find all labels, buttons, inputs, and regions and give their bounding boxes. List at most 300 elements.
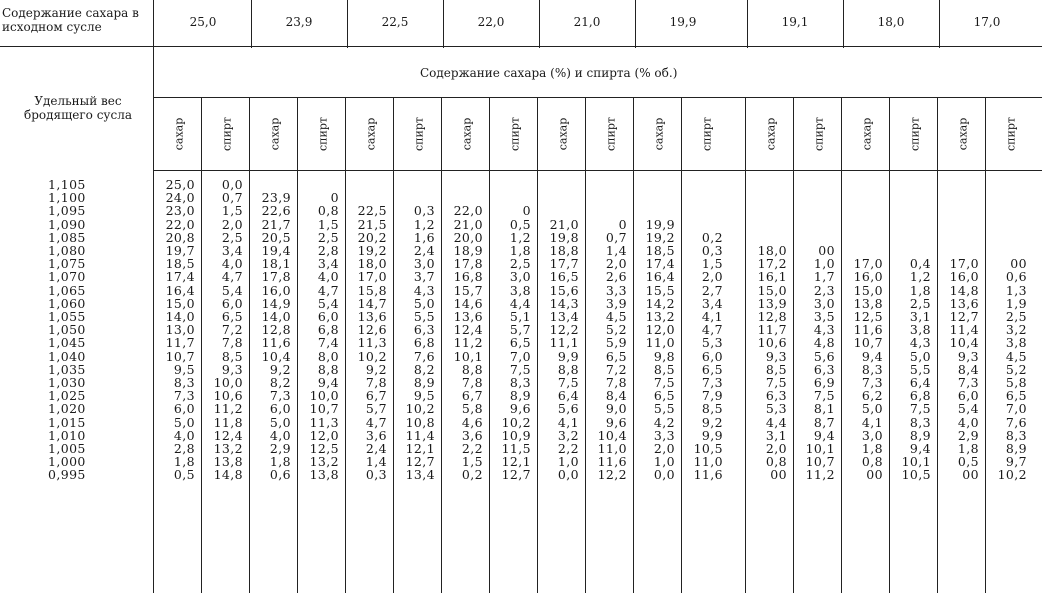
alcohol-cell: 4,8 bbox=[813, 335, 835, 351]
alcohol-cell: 9,6 bbox=[605, 414, 627, 430]
alcohol-column-header bbox=[216, 104, 238, 164]
alcohol-cell: 2,5 bbox=[1005, 309, 1027, 324]
sugar-column-header bbox=[648, 104, 670, 164]
sugar-cell: 13,6 bbox=[453, 309, 483, 324]
sugar-cell: 0,2 bbox=[461, 467, 483, 483]
alcohol-cell: 10,4 bbox=[597, 427, 627, 443]
alcohol-cell: 8,1 bbox=[813, 401, 835, 417]
sugar-cell: 1,8 bbox=[957, 441, 979, 456]
specific-gravity-cell: 1,030 bbox=[48, 375, 86, 390]
alcohol-column-header bbox=[408, 104, 430, 164]
sugar-cell: 25,0 bbox=[165, 177, 195, 192]
header-text: спирт bbox=[508, 117, 522, 151]
sugar-column-header bbox=[552, 104, 574, 164]
sugar-cell: 6,2 bbox=[861, 388, 883, 404]
header-text: спирт bbox=[812, 117, 826, 151]
alcohol-cell: 4,0 bbox=[317, 269, 339, 285]
sugar-cell: 8,2 bbox=[269, 375, 291, 390]
sugar-cell: 14,0 bbox=[165, 309, 195, 324]
grid-column-border bbox=[985, 98, 986, 593]
sugar-cell: 11,6 bbox=[261, 335, 291, 351]
sugar-cell: 21,7 bbox=[261, 216, 291, 232]
sugar-cell: 18,8 bbox=[549, 243, 579, 258]
alcohol-cell: 0,5 bbox=[509, 216, 531, 232]
sugar-cell: 4,1 bbox=[557, 414, 579, 430]
alcohol-cell: 7,9 bbox=[701, 388, 723, 404]
column-border bbox=[251, 0, 252, 48]
sugar-cell: 6,0 bbox=[269, 401, 291, 417]
sugar-cell: 4,0 bbox=[173, 427, 195, 443]
grid-column-border bbox=[841, 98, 842, 593]
alcohol-cell: 1,2 bbox=[909, 269, 931, 285]
sugar-cell: 3,3 bbox=[653, 427, 675, 443]
sugar-cell: 4,6 bbox=[461, 414, 483, 430]
alcohol-cell: 0 bbox=[522, 203, 531, 219]
alcohol-cell: 8,2 bbox=[413, 361, 435, 377]
column-border bbox=[635, 0, 636, 48]
initial-sugar-value: 22,5 bbox=[381, 15, 409, 29]
sugar-cell: 5,8 bbox=[461, 401, 483, 417]
alcohol-cell: 6,4 bbox=[909, 375, 931, 390]
alcohol-column-header bbox=[696, 104, 718, 164]
alcohol-cell: 8,9 bbox=[1005, 441, 1027, 456]
sugar-cell: 5,0 bbox=[861, 401, 883, 417]
alcohol-cell: 10,5 bbox=[693, 441, 723, 456]
sugar-cell: 2,8 bbox=[173, 441, 195, 456]
sugar-cell: 17,8 bbox=[453, 256, 483, 272]
sugar-cell: 10,4 bbox=[261, 348, 291, 364]
specific-gravity-cell: 0,995 bbox=[48, 467, 86, 483]
header-text: сахар bbox=[364, 117, 378, 151]
specific-gravity-cell: 1,060 bbox=[48, 295, 86, 311]
header-text: сахар bbox=[268, 117, 282, 151]
sugar-cell: 15,0 bbox=[853, 282, 883, 298]
initial-sugar-value: 23,9 bbox=[285, 15, 313, 29]
alcohol-cell: 1,4 bbox=[605, 243, 627, 258]
sugar-cell: 13,6 bbox=[357, 309, 387, 324]
grid-column-border bbox=[489, 98, 490, 593]
initial-sugar-value: 21,0 bbox=[573, 15, 601, 29]
alcohol-cell: 11,8 bbox=[213, 414, 243, 430]
alcohol-cell: 4,7 bbox=[317, 282, 339, 298]
sugar-cell: 17,4 bbox=[165, 269, 195, 285]
alcohol-cell: 8,3 bbox=[509, 375, 531, 390]
grid-column-border bbox=[793, 98, 794, 593]
alcohol-column-header bbox=[904, 104, 926, 164]
sugar-cell: 2,0 bbox=[765, 441, 787, 456]
sugar-cell: 7,3 bbox=[957, 375, 979, 390]
sugar-cell: 19,8 bbox=[549, 229, 579, 245]
alcohol-cell: 5,9 bbox=[605, 335, 627, 351]
grid-column-border bbox=[537, 98, 538, 593]
column-border bbox=[747, 0, 748, 48]
alcohol-cell: 3,8 bbox=[509, 282, 531, 298]
header-text: сахар bbox=[860, 117, 874, 151]
alcohol-cell: 7,0 bbox=[1005, 401, 1027, 417]
sugar-cell: 1,8 bbox=[173, 454, 195, 470]
sugar-cell: 8,5 bbox=[653, 361, 675, 377]
alcohol-cell: 8,9 bbox=[909, 427, 931, 443]
alcohol-cell: 9,2 bbox=[701, 414, 723, 430]
alcohol-cell: 1,0 bbox=[813, 256, 835, 272]
sugar-cell: 10,4 bbox=[949, 335, 979, 351]
sugar-cell: 15,7 bbox=[453, 282, 483, 298]
alcohol-cell: 7,0 bbox=[509, 348, 531, 364]
initial-sugar-label: Содержание сахара в исходном сусле bbox=[2, 6, 139, 34]
alcohol-cell: 5,4 bbox=[317, 295, 339, 311]
alcohol-cell: 8,0 bbox=[317, 348, 339, 364]
sugar-cell: 16,0 bbox=[949, 269, 979, 285]
sugar-cell: 15,6 bbox=[549, 282, 579, 298]
initial-sugar-row bbox=[0, 0, 1042, 48]
alcohol-cell: 7,4 bbox=[317, 335, 339, 351]
sugar-cell: 19,7 bbox=[165, 243, 195, 258]
alcohol-cell: 8,7 bbox=[813, 414, 835, 430]
sugar-cell: 0,3 bbox=[365, 467, 387, 483]
alcohol-cell: 3,5 bbox=[813, 309, 835, 324]
specific-gravity-cell: 1,035 bbox=[48, 361, 86, 377]
alcohol-cell: 10,2 bbox=[501, 414, 531, 430]
initial-sugar-value: 18,0 bbox=[877, 15, 905, 29]
sugar-cell: 7,5 bbox=[557, 375, 579, 390]
alcohol-cell: 5,1 bbox=[509, 309, 531, 324]
alcohol-cell: 2,5 bbox=[317, 229, 339, 245]
sugar-cell: 12,0 bbox=[645, 322, 675, 338]
sugar-cell: 17,0 bbox=[853, 256, 883, 272]
alcohol-cell: 6,8 bbox=[909, 388, 931, 404]
sugar-cell: 9,8 bbox=[653, 348, 675, 364]
alcohol-cell: 4,4 bbox=[509, 295, 531, 311]
alcohol-cell: 4,7 bbox=[221, 269, 243, 285]
alcohol-cell: 2,0 bbox=[221, 216, 243, 232]
alcohol-cell: 7,5 bbox=[813, 388, 835, 404]
sugar-cell: 1,0 bbox=[557, 454, 579, 470]
alcohol-cell: 3,0 bbox=[509, 269, 531, 285]
header-text: спирт bbox=[908, 117, 922, 151]
alcohol-cell: 2,3 bbox=[813, 282, 835, 298]
alcohol-cell: 12,0 bbox=[309, 427, 339, 443]
alcohol-cell: 9,9 bbox=[701, 427, 723, 443]
alcohol-cell: 6,3 bbox=[413, 322, 435, 338]
alcohol-cell: 11,3 bbox=[309, 414, 339, 430]
sugar-cell: 19,2 bbox=[357, 243, 387, 258]
alcohol-cell: 5,2 bbox=[605, 322, 627, 338]
initial-sugar-value: 19,9 bbox=[669, 15, 697, 29]
sugar-cell: 16,0 bbox=[853, 269, 883, 285]
alcohol-cell: 10,8 bbox=[405, 414, 435, 430]
alcohol-cell: 3,1 bbox=[909, 309, 931, 324]
sugar-cell: 5,7 bbox=[365, 401, 387, 417]
alcohol-cell: 12,7 bbox=[405, 454, 435, 470]
sugar-cell: 9,2 bbox=[365, 361, 387, 377]
sugar-cell: 21,0 bbox=[453, 216, 483, 232]
alcohol-cell: 0,8 bbox=[317, 203, 339, 219]
sugar-cell: 22,5 bbox=[357, 203, 387, 219]
header-text: сахар bbox=[652, 117, 666, 151]
alcohol-cell: 2,0 bbox=[605, 256, 627, 272]
sugar-cell: 16,8 bbox=[453, 269, 483, 285]
alcohol-column-header bbox=[312, 104, 334, 164]
specific-gravity-cell: 1,020 bbox=[48, 401, 86, 417]
alcohol-column-header bbox=[600, 104, 622, 164]
alcohol-cell: 7,6 bbox=[1005, 414, 1027, 430]
alcohol-cell: 9,3 bbox=[221, 361, 243, 377]
column-border bbox=[539, 0, 540, 48]
sugar-cell: 14,6 bbox=[453, 295, 483, 311]
sugar-cell: 0,5 bbox=[957, 454, 979, 470]
sugar-cell: 8,4 bbox=[957, 361, 979, 377]
sugar-column-header bbox=[264, 104, 286, 164]
sugar-cell: 5,6 bbox=[557, 401, 579, 417]
sugar-cell: 11,7 bbox=[165, 335, 195, 351]
header-text: спирт bbox=[604, 117, 618, 151]
sugar-cell: 16,4 bbox=[165, 282, 195, 298]
sugar-cell: 0,0 bbox=[653, 467, 675, 483]
alcohol-cell: 3,8 bbox=[1005, 335, 1027, 351]
alcohol-cell: 2,5 bbox=[909, 295, 931, 311]
grid-column-border bbox=[345, 98, 346, 593]
alcohol-cell: 4,3 bbox=[909, 335, 931, 351]
alcohol-cell: 1,5 bbox=[221, 203, 243, 219]
alcohol-cell: 3,2 bbox=[1005, 322, 1027, 338]
alcohol-cell: 4,3 bbox=[413, 282, 435, 298]
alcohol-cell: 10,0 bbox=[213, 375, 243, 390]
sugar-cell: 4,1 bbox=[861, 414, 883, 430]
alcohol-cell: 11,0 bbox=[693, 454, 723, 470]
sugar-cell: 4,2 bbox=[653, 414, 675, 430]
alcohol-cell: 12,1 bbox=[501, 454, 531, 470]
alcohol-cell: 1,3 bbox=[1005, 282, 1027, 298]
alcohol-cell: 1,2 bbox=[413, 216, 435, 232]
alcohol-cell: 4,5 bbox=[1005, 348, 1027, 364]
specific-gravity-cell: 1,080 bbox=[48, 243, 86, 258]
header-divider bbox=[0, 46, 1042, 47]
alcohol-cell: 10,2 bbox=[997, 467, 1027, 483]
sugar-cell: 17,0 bbox=[949, 256, 979, 272]
alcohol-cell: 5,8 bbox=[1005, 375, 1027, 390]
sugar-cell: 23,0 bbox=[165, 203, 195, 219]
sugar-cell: 12,5 bbox=[853, 309, 883, 324]
header-text: спирт bbox=[700, 117, 714, 151]
specific-gravity-cell: 1,100 bbox=[48, 190, 86, 206]
sugar-cell: 1,0 bbox=[653, 454, 675, 470]
alcohol-cell: 10,2 bbox=[405, 401, 435, 417]
alcohol-cell: 12,7 bbox=[501, 467, 531, 483]
sugar-cell: 7,5 bbox=[765, 375, 787, 390]
alcohol-cell: 6,8 bbox=[317, 322, 339, 338]
sugar-column-header bbox=[856, 104, 878, 164]
alcohol-cell: 1,9 bbox=[1005, 295, 1027, 311]
sugar-cell: 8,5 bbox=[765, 361, 787, 377]
alcohol-cell: 0,3 bbox=[701, 243, 723, 258]
specific-gravity-cell: 1,070 bbox=[48, 269, 86, 285]
alcohol-cell: 9,5 bbox=[413, 388, 435, 404]
sugar-cell: 6,3 bbox=[765, 388, 787, 404]
specific-gravity-cell: 1,050 bbox=[48, 322, 86, 338]
sugar-cell: 15,5 bbox=[645, 282, 675, 298]
sugar-cell: 3,6 bbox=[461, 427, 483, 443]
grid-column-border bbox=[633, 98, 634, 593]
alcohol-cell: 8,8 bbox=[317, 361, 339, 377]
sugar-cell: 18,5 bbox=[165, 256, 195, 272]
specific-gravity-cell: 1,040 bbox=[48, 348, 86, 364]
initial-sugar-value: 19,1 bbox=[781, 15, 809, 29]
alcohol-cell: 9,6 bbox=[509, 401, 531, 417]
sugar-cell: 19,4 bbox=[261, 243, 291, 258]
alcohol-cell: 5,0 bbox=[909, 348, 931, 364]
sugar-cell: 9,2 bbox=[269, 361, 291, 377]
alcohol-cell: 3,4 bbox=[221, 243, 243, 258]
alcohol-cell: 1,5 bbox=[317, 216, 339, 232]
alcohol-cell: 1,2 bbox=[509, 229, 531, 245]
alcohol-cell: 10,5 bbox=[901, 467, 931, 483]
sugar-cell: 6,5 bbox=[653, 388, 675, 404]
sugar-cell: 13,8 bbox=[853, 295, 883, 311]
grid-column-border bbox=[201, 98, 202, 593]
sugar-cell: 7,3 bbox=[269, 388, 291, 404]
sugar-cell: 10,7 bbox=[853, 335, 883, 351]
alcohol-cell: 11,6 bbox=[597, 454, 627, 470]
alcohol-cell: 0,0 bbox=[221, 177, 243, 192]
sugar-cell: 4,0 bbox=[269, 427, 291, 443]
grid-column-border bbox=[441, 98, 442, 593]
subtitle-divider bbox=[153, 97, 1042, 98]
sugar-cell: 12,8 bbox=[261, 322, 291, 338]
sugar-cell: 22,0 bbox=[453, 203, 483, 219]
alcohol-cell: 2,4 bbox=[413, 243, 435, 258]
column-border bbox=[347, 0, 348, 48]
alcohol-cell: 11,4 bbox=[405, 427, 435, 443]
alcohol-cell: 8,5 bbox=[221, 348, 243, 364]
grid-column-border bbox=[585, 98, 586, 593]
column-border bbox=[443, 0, 444, 48]
sugar-column-header bbox=[360, 104, 382, 164]
sugar-cell: 13,2 bbox=[645, 309, 675, 324]
alcohol-cell: 5,5 bbox=[413, 309, 435, 324]
sugar-cell: 13,0 bbox=[165, 322, 195, 338]
alcohol-cell: 2,0 bbox=[701, 269, 723, 285]
specific-gravity-cell: 1,015 bbox=[48, 414, 86, 430]
sugar-cell: 7,8 bbox=[365, 375, 387, 390]
sugar-cell: 12,4 bbox=[453, 322, 483, 338]
alcohol-cell: 7,5 bbox=[509, 361, 531, 377]
alcohol-cell: 8,3 bbox=[909, 414, 931, 430]
sugar-cell: 17,2 bbox=[757, 256, 787, 272]
alcohol-cell: 11,2 bbox=[805, 467, 835, 483]
sugar-cell: 22,0 bbox=[165, 216, 195, 232]
specific-gravity-cell: 1,065 bbox=[48, 282, 86, 298]
sugar-cell: 7,8 bbox=[461, 375, 483, 390]
sugar-cell: 6,0 bbox=[173, 401, 195, 417]
sugar-cell: 4,7 bbox=[365, 414, 387, 430]
sugar-cell: 12,8 bbox=[757, 309, 787, 324]
alcohol-cell: 5,0 bbox=[413, 295, 435, 311]
sugar-column-header bbox=[456, 104, 478, 164]
header-text: спирт bbox=[316, 117, 330, 151]
alcohol-cell: 8,4 bbox=[605, 388, 627, 404]
sugar-cell: 14,2 bbox=[645, 295, 675, 311]
sugar-cell: 0,8 bbox=[861, 454, 883, 470]
sugar-cell: 6,7 bbox=[365, 388, 387, 404]
sugar-cell: 5,0 bbox=[173, 414, 195, 430]
sugar-cell: 16,0 bbox=[261, 282, 291, 298]
grid-column-border bbox=[393, 98, 394, 593]
specific-gravity-cell: 1,055 bbox=[48, 309, 86, 324]
specific-gravity-cell: 1,045 bbox=[48, 335, 86, 351]
sugar-cell: 19,2 bbox=[645, 229, 675, 245]
sugar-cell: 2,4 bbox=[365, 441, 387, 456]
grid-column-border bbox=[745, 98, 746, 593]
sugar-cell: 11,0 bbox=[645, 335, 675, 351]
alcohol-cell: 0,7 bbox=[221, 190, 243, 206]
alcohol-cell: 13,2 bbox=[213, 441, 243, 456]
specific-gravity-cell: 1,095 bbox=[48, 203, 86, 219]
sugar-column-header bbox=[168, 104, 190, 164]
alcohol-cell: 7,5 bbox=[909, 401, 931, 417]
sugar-cell: 19,9 bbox=[645, 216, 675, 232]
alcohol-cell: 1,7 bbox=[813, 269, 835, 285]
sugar-cell: 3,6 bbox=[365, 427, 387, 443]
alcohol-cell: 3,7 bbox=[413, 269, 435, 285]
sugar-cell: 21,5 bbox=[357, 216, 387, 232]
sugar-cell: 7,5 bbox=[653, 375, 675, 390]
alcohol-cell: 4,7 bbox=[701, 322, 723, 338]
alcohol-cell: 7,2 bbox=[221, 322, 243, 338]
sugar-cell: 17,7 bbox=[549, 256, 579, 272]
alcohol-cell: 1,6 bbox=[413, 229, 435, 245]
sugar-cell: 17,0 bbox=[357, 269, 387, 285]
sugar-cell: 11,6 bbox=[853, 322, 883, 338]
sugar-cell: 20,0 bbox=[453, 229, 483, 245]
sugar-cell: 20,5 bbox=[261, 229, 291, 245]
alcohol-cell: 3,9 bbox=[605, 295, 627, 311]
sugar-cell: 17,4 bbox=[645, 256, 675, 272]
sugar-cell: 5,3 bbox=[765, 401, 787, 417]
column-border bbox=[843, 0, 844, 48]
sugar-cell: 8,8 bbox=[557, 361, 579, 377]
alcohol-cell: 00 bbox=[818, 243, 835, 258]
specific-gravity-cell: 1,010 bbox=[48, 427, 86, 443]
header-text: спирт bbox=[220, 117, 234, 151]
sugar-cell: 14,7 bbox=[357, 295, 387, 311]
alcohol-cell: 4,1 bbox=[701, 309, 723, 324]
alcohol-cell: 8,9 bbox=[413, 375, 435, 390]
sugar-cell: 0,5 bbox=[173, 467, 195, 483]
sugar-cell: 11,4 bbox=[949, 322, 979, 338]
sugar-cell: 6,4 bbox=[557, 388, 579, 404]
alcohol-cell: 10,1 bbox=[901, 454, 931, 470]
header-text: сахар bbox=[172, 117, 186, 151]
alcohol-cell: 13,2 bbox=[309, 454, 339, 470]
alcohol-cell: 10,1 bbox=[805, 441, 835, 456]
alcohol-cell: 9,7 bbox=[1005, 454, 1027, 470]
sugar-cell: 0,6 bbox=[269, 467, 291, 483]
sugar-cell: 14,0 bbox=[261, 309, 291, 324]
alcohol-cell: 7,8 bbox=[221, 335, 243, 351]
specific-gravity-cell: 1,105 bbox=[48, 177, 86, 192]
sugar-cell: 9,9 bbox=[557, 348, 579, 364]
sugar-cell: 8,3 bbox=[173, 375, 195, 390]
initial-sugar-value: 25,0 bbox=[189, 15, 217, 29]
alcohol-cell: 5,7 bbox=[509, 322, 531, 338]
sugar-cell: 10,6 bbox=[757, 335, 787, 351]
specific-gravity-cell: 1,005 bbox=[48, 441, 86, 456]
alcohol-cell: 0,3 bbox=[413, 203, 435, 219]
sugar-cell: 15,0 bbox=[165, 295, 195, 311]
alcohol-cell: 1,8 bbox=[509, 243, 531, 258]
sugar-cell: 22,6 bbox=[261, 203, 291, 219]
sugar-cell: 18,1 bbox=[261, 256, 291, 272]
